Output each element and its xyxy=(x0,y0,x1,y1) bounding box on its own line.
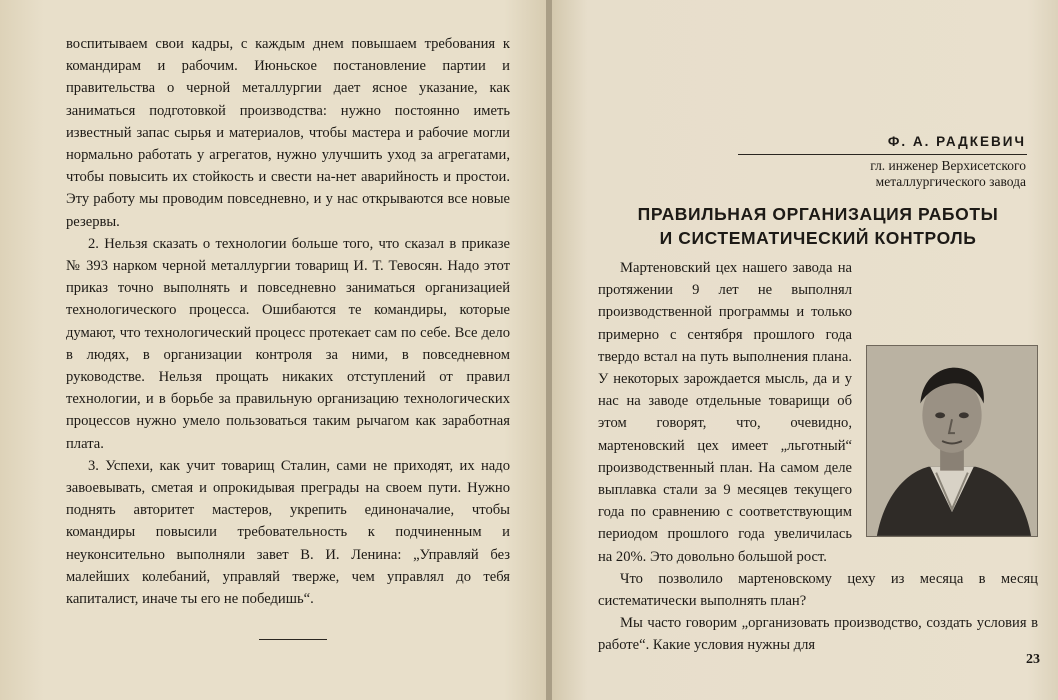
portrait-illustration xyxy=(867,346,1037,536)
article-title-line-2: И СИСТЕМАТИЧЕСКИЙ КОНТРОЛЬ xyxy=(659,228,977,248)
article-title-line-1: ПРАВИЛЬНАЯ ОРГАНИЗАЦИЯ РАБОТЫ xyxy=(637,204,999,224)
left-paragraph-3: 3. Успехи, как учит товарищ Сталин, сами не приходят, их надо завоевывать, сметая и опрокидывая преграды на своем пути. Нужно поднять авторитет мастеров, укрепить единоначалие, чтобы командиры повысили требовательность к подчиненным и неуконсительно выполняли завет В. И. Ленина: „Управляй без малейших колебаний, управляй тверже, чем управлял до тебя капиталист, иначе ты его не победишь“. xyxy=(66,457,510,608)
right-paragraph-3: Мы часто говорим „организовать производство, создать условия в работе“. Какие условия нужны для xyxy=(598,615,1038,654)
left-paragraph-1: воспитываем свои кадры, с каждым днем повышаем требования к командирам и рабочим. Июньское постановление партии и правительства о черной металлургии дает ясное указание, как заниматься подготовкой производства: нужно постоянно иметь известный запас сырья и материалов, чтобы мастера и рабочие могли нормально работать у агрегатов, нужно улучшить уход за агрегатами, чтобы повысить их стойкость и свести на-нет аварийность и простои. Эту работу мы проводим повседневно, и у нас открываются все новые резервы. xyxy=(66,36,510,230)
left-text-column xyxy=(66,33,510,610)
author-position: гл. инженер Верхисетского металлургического завода xyxy=(870,158,1026,189)
right-paragraph-2: Что позволило мартеновскому цеху из месяца в месяц систематически выполнять план? xyxy=(598,570,1038,610)
author-portrait-photo xyxy=(866,345,1038,537)
section-end-rule xyxy=(259,639,327,640)
article-title xyxy=(598,202,1038,250)
article-author: Ф. А. РАДКЕВИЧ xyxy=(887,134,1026,149)
left-paragraph-2: 2. Нельзя сказать о технологии больше того, что сказал в приказе № 393 нарком черной металлургии товарищ И. Т. Тевосян. Надо этот приказ точно выполнять и повседневно заниматься организацией технологического процесса. Ошибаются те командиры, которые думают, что технологический процесс протекает сам по себе. Все дело в людях, в организации контроля за ними, в повседневном руководстве. Нельзя прощать никаких отступлений от правил технологии, и в борьбе за правильную организацию технологических процессов нужно умело пользоваться таким рычагом как заработная плата. xyxy=(66,235,510,452)
right-text-column xyxy=(598,257,1038,657)
page-number: 23 xyxy=(1026,652,1040,667)
right-paragraph-1: Мартеновский цех нашего завода на протяжении 9 лет не выполнял производственной программы и только примерно с сентября прошлого года твердо встал на путь выполнения плана. У некоторых зарождается мысль, да и у нас на заводе отдельные товарищи об этом говорят, что, очевидно, мартеновский цех имеет „льготный“ производственный план. На самом деле выплавка стали за 9 месяцев текущего года по сравнению с соответствующим периодом прошлого года увеличилась на 20%. Это довольно большой рост. xyxy=(598,260,852,565)
author-underline xyxy=(738,154,1027,155)
